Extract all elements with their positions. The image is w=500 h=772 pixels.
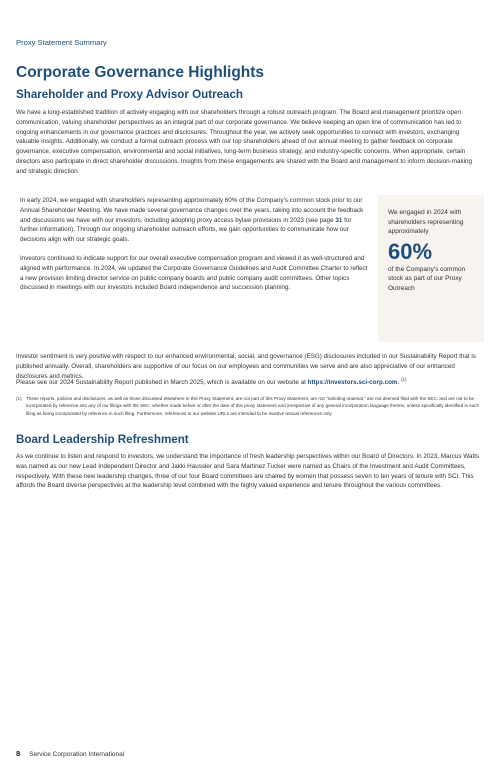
callout-tail: of the Company's common stock as part of our Proxy Outreach xyxy=(388,265,466,292)
outreach-left-column xyxy=(20,196,370,293)
footer-company: Service Corporation International xyxy=(29,751,125,758)
compensation-paragraph: Investors continued to indicate support for our overall executive compensation program and viewed it as well-structured and aligned with performance. In 2024, we updated the Corporate Governance Guidelines and Audit Committee Charter to reflect a new provision limiting director service on public company boards and public company audit committees. Other topics discussed in meetings with our investors included Board independence and succession planning. xyxy=(20,254,368,292)
investor-website-link[interactable]: https://investors.sci-corp.com xyxy=(307,379,398,386)
footnote-reference: (1) xyxy=(401,376,407,382)
engagement-paragraph xyxy=(20,196,370,245)
board-heading: Board Leadership Refreshment xyxy=(16,433,189,446)
footnote-text: These reports, policies and disclosures, as well as those discussed elsewhere in this Proxy Statement, are not part of this Proxy Statement, are not "soliciting material," are not deemed filed with the SEC, and are not to be incorporated by reference into any of our filings with the SEC, whether made before or after the date of this proxy statement and irrespective of any general incorporation language therein, unless specifically identified in such filing as being incorporated by reference in such filing. Furthermore, references to our website URLs are intended to be inactive textual references only. xyxy=(26,396,479,416)
outreach-heading: Shareholder and Proxy Advisor Outreach xyxy=(16,88,244,101)
page-number: 8 xyxy=(16,749,21,758)
sustainability-report-paragraph xyxy=(16,378,484,388)
callout-lead: We engaged in 2024 with shareholders representing approximately xyxy=(388,209,464,236)
report-text-before: Please see our 2024 Sustainability Report published in March 2025, which is available on our website at xyxy=(16,379,308,386)
board-paragraph: As we continue to listen and respond to investors, we understand the importance of fresh leadership perspectives within our Board of Directors. In 2023, Marcus Watts was named as our new Lead Independent Director and Jakki Haussler and Sara Martinez Tucker were named as Chairs of the Investment and Audit Committees, respectively. With these new leadership changes, three of our four Board committees are chaired by women that possess seven to ten years of tenure with SCI. This affords the Board diverse perspectives at the leadership level combined with the highly valued experience and tenure throughout the various committees. xyxy=(16,453,480,490)
footnote xyxy=(16,395,484,417)
page-footer xyxy=(16,749,124,758)
outreach-intro: We have a long-established tradition of actively engaging with our shareholders through a robust outreach program. The Board and management prioritize open communication, valuing shareholder perspectives as an integral part of our corporate governance. We believe keeping an open line of communication has led to ongoing enhancements in our governance practices and disclosures. Throughout the year, we actively seek opportunities to connect with investors, exchanging valuable insights. Additionally, we conduct a formal outreach process with our top shareholders ahead of our annual meeting to gather feedback on corporate governance, executive compensation, environmental and social initiatives, long-term business strategy, and industry-specific concerns. When appropriate, certain directors also participate in direct shareholder discussions. Insights from these engagements are shared with the Board and management to inform decision-making and strategic direction. xyxy=(16,109,473,175)
outreach-callout-box xyxy=(378,195,484,342)
callout-figure: 60% xyxy=(388,238,433,264)
running-head: Proxy Statement Summary xyxy=(16,38,107,47)
footnote-mark: (1) xyxy=(16,396,22,401)
page-reference-link[interactable]: 31 xyxy=(335,216,343,224)
esg-sentiment-paragraph: Investor sentiment is very positive with respect to our enhanced environmental, social, and governance (ESG) disclosures included in our Sustainability Report that is published annually. Overall, shareholders are supportive of our focus on our employees and communities we serve and are also appreciative of our enhanced disclosures and metrics. xyxy=(16,353,476,380)
report-text-after: . xyxy=(397,379,400,386)
engagement-text-after: for further information). Through our ongoing shareholder outreach efforts, we gain opportunities to communicate how our decisions align with our strategic goals. xyxy=(20,216,352,244)
engagement-text-before: In early 2024, we engaged with shareholders representing approximately 60% of the Company's common stock prior to our Annual Shareholder Meeting. We have made several governance changes over the years, taking into account the feedback and discussions we have with our investors, including adopting proxy access bylaw provisions in 2023 (see page xyxy=(20,197,364,224)
page-title: Corporate Governance Highlights xyxy=(16,64,265,81)
